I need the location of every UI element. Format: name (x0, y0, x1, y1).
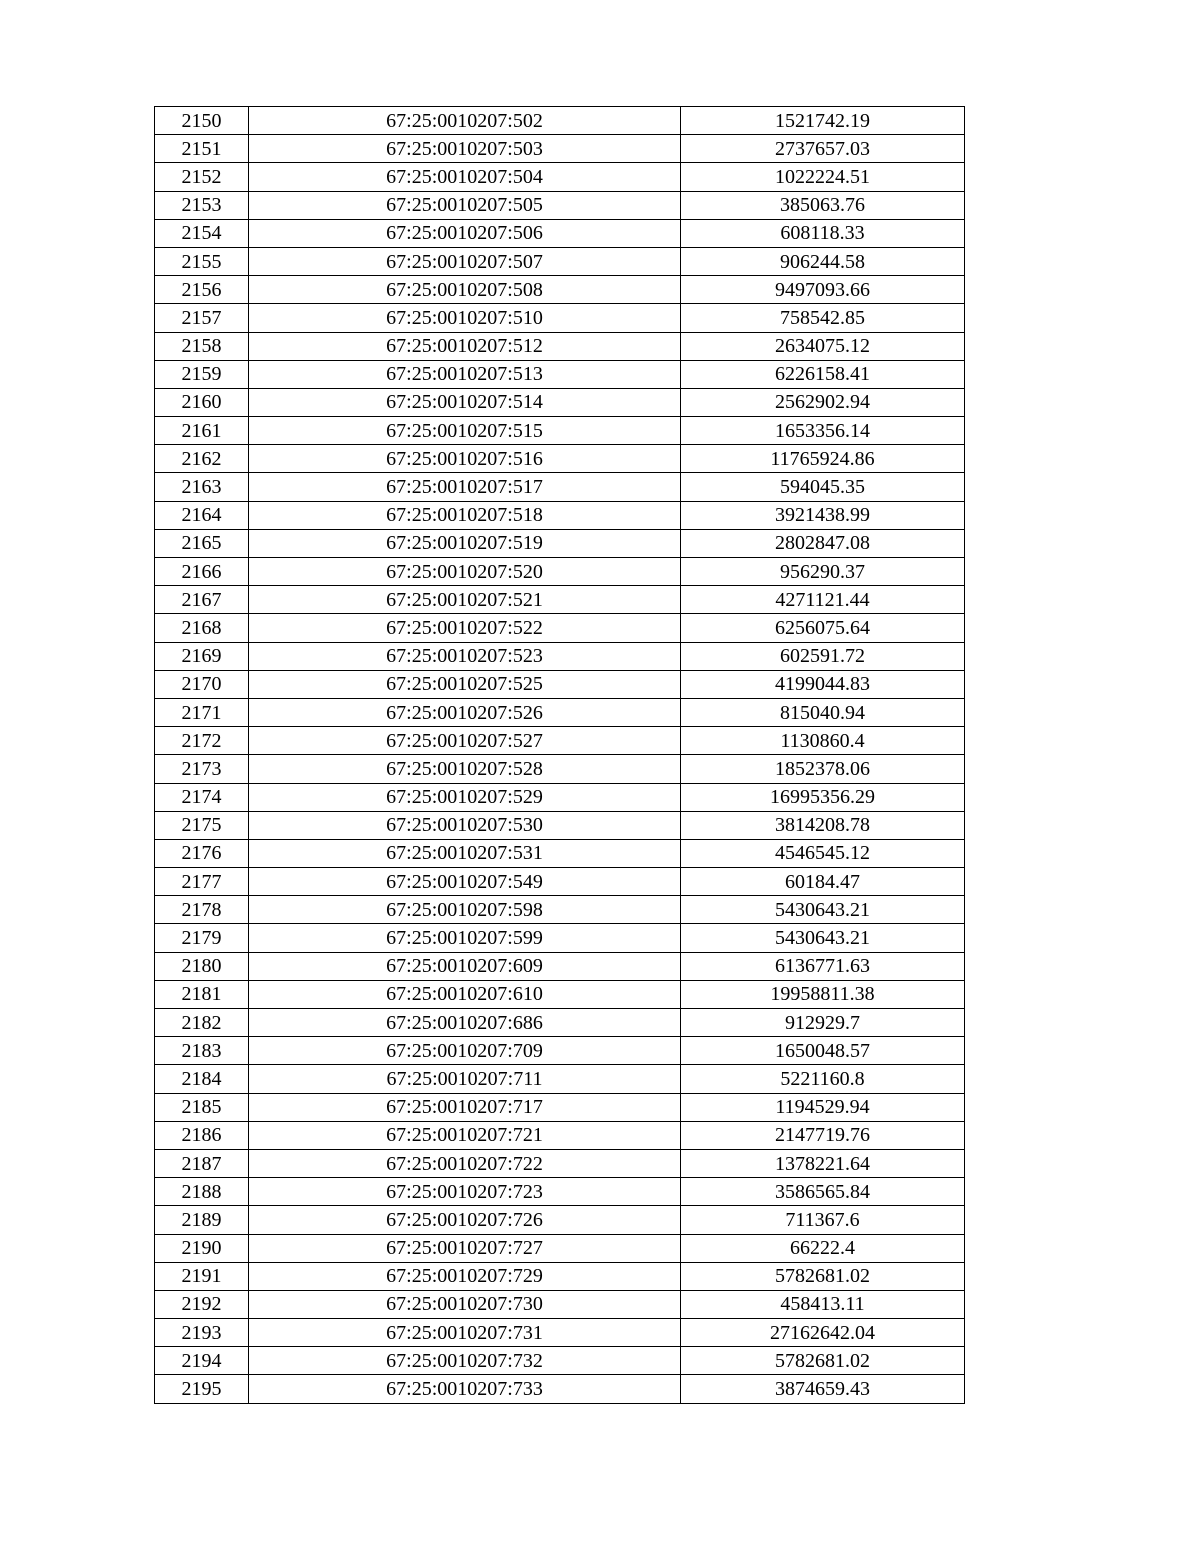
table-row (155, 1375, 965, 1403)
cadastral-number-cell: 67:25:0010207:515 (249, 417, 681, 445)
row-number-cell: 2150 (155, 107, 249, 135)
cadastral-number-cell: 67:25:0010207:530 (249, 811, 681, 839)
table-row (155, 304, 965, 332)
cadastral-value-cell: 1650048.57 (681, 1037, 965, 1065)
table-row (155, 952, 965, 980)
cadastral-number-cell: 67:25:0010207:504 (249, 163, 681, 191)
cadastral-number-cell: 67:25:0010207:599 (249, 924, 681, 952)
cadastral-number-cell: 67:25:0010207:512 (249, 332, 681, 360)
table-row (155, 1290, 965, 1318)
cadastral-value-cell: 3921438.99 (681, 501, 965, 529)
cadastral-value-cell: 5221160.8 (681, 1065, 965, 1093)
cadastral-number-cell: 67:25:0010207:503 (249, 135, 681, 163)
table-row (155, 247, 965, 275)
cadastral-number-cell: 67:25:0010207:528 (249, 755, 681, 783)
table-row (155, 1234, 965, 1262)
row-number-cell: 2162 (155, 445, 249, 473)
row-number-cell: 2172 (155, 727, 249, 755)
row-number-cell: 2180 (155, 952, 249, 980)
table-row (155, 642, 965, 670)
table-row (155, 698, 965, 726)
cadastral-value-cell: 815040.94 (681, 698, 965, 726)
cadastral-value-cell: 1852378.06 (681, 755, 965, 783)
cadastral-number-cell: 67:25:0010207:520 (249, 558, 681, 586)
row-number-cell: 2154 (155, 219, 249, 247)
table-row (155, 1009, 965, 1037)
table-row (155, 163, 965, 191)
cadastral-number-cell: 67:25:0010207:513 (249, 360, 681, 388)
cadastral-value-cell: 11765924.86 (681, 445, 965, 473)
table-row (155, 670, 965, 698)
cadastral-number-cell: 67:25:0010207:525 (249, 670, 681, 698)
row-number-cell: 2195 (155, 1375, 249, 1403)
cadastral-value-cell: 5782681.02 (681, 1262, 965, 1290)
cadastral-value-cell: 9497093.66 (681, 276, 965, 304)
table-row (155, 1319, 965, 1347)
row-number-cell: 2188 (155, 1178, 249, 1206)
cadastral-number-cell: 67:25:0010207:522 (249, 614, 681, 642)
cadastral-value-cell: 16995356.29 (681, 783, 965, 811)
cadastral-value-cell: 956290.37 (681, 558, 965, 586)
row-number-cell: 2163 (155, 473, 249, 501)
row-number-cell: 2189 (155, 1206, 249, 1234)
row-number-cell: 2174 (155, 783, 249, 811)
row-number-cell: 2152 (155, 163, 249, 191)
row-number-cell: 2191 (155, 1262, 249, 1290)
cadastral-number-cell: 67:25:0010207:514 (249, 388, 681, 416)
cadastral-number-cell: 67:25:0010207:723 (249, 1178, 681, 1206)
row-number-cell: 2166 (155, 558, 249, 586)
cadastral-value-cell: 1194529.94 (681, 1093, 965, 1121)
cadastral-value-cell: 6136771.63 (681, 952, 965, 980)
row-number-cell: 2161 (155, 417, 249, 445)
row-number-cell: 2175 (155, 811, 249, 839)
table-row (155, 727, 965, 755)
row-number-cell: 2167 (155, 586, 249, 614)
cadastral-number-cell: 67:25:0010207:722 (249, 1149, 681, 1177)
table-row (155, 839, 965, 867)
table-row (155, 783, 965, 811)
row-number-cell: 2176 (155, 839, 249, 867)
cadastral-value-cell: 594045.35 (681, 473, 965, 501)
cadastral-value-cell: 60184.47 (681, 868, 965, 896)
table-row (155, 473, 965, 501)
row-number-cell: 2156 (155, 276, 249, 304)
table-row (155, 1347, 965, 1375)
cadastral-value-cell: 5782681.02 (681, 1347, 965, 1375)
table-row (155, 1206, 965, 1234)
table-row (155, 135, 965, 163)
cadastral-number-cell: 67:25:0010207:731 (249, 1319, 681, 1347)
row-number-cell: 2192 (155, 1290, 249, 1318)
cadastral-number-cell: 67:25:0010207:686 (249, 1009, 681, 1037)
cadastral-value-cell: 1130860.4 (681, 727, 965, 755)
table-row (155, 586, 965, 614)
cadastral-number-cell: 67:25:0010207:726 (249, 1206, 681, 1234)
cadastral-value-cell: 602591.72 (681, 642, 965, 670)
table-row (155, 1065, 965, 1093)
row-number-cell: 2179 (155, 924, 249, 952)
table-row (155, 529, 965, 557)
row-number-cell: 2168 (155, 614, 249, 642)
row-number-cell: 2190 (155, 1234, 249, 1262)
cadastral-value-cell: 3814208.78 (681, 811, 965, 839)
row-number-cell: 2157 (155, 304, 249, 332)
cadastral-number-cell: 67:25:0010207:609 (249, 952, 681, 980)
row-number-cell: 2155 (155, 247, 249, 275)
row-number-cell: 2169 (155, 642, 249, 670)
cadastral-value-cell: 758542.85 (681, 304, 965, 332)
table-row (155, 1262, 965, 1290)
table-body (155, 107, 965, 1404)
cadastral-value-cell: 912929.7 (681, 1009, 965, 1037)
row-number-cell: 2184 (155, 1065, 249, 1093)
table-row (155, 614, 965, 642)
table-row (155, 501, 965, 529)
cadastral-number-cell: 67:25:0010207:733 (249, 1375, 681, 1403)
cadastral-value-cell: 5430643.21 (681, 896, 965, 924)
cadastral-value-cell: 385063.76 (681, 191, 965, 219)
cadastral-value-cell: 4199044.83 (681, 670, 965, 698)
row-number-cell: 2158 (155, 332, 249, 360)
cadastral-number-cell: 67:25:0010207:521 (249, 586, 681, 614)
table-row (155, 388, 965, 416)
table-row (155, 924, 965, 952)
table-row (155, 896, 965, 924)
cadastral-number-cell: 67:25:0010207:517 (249, 473, 681, 501)
cadastral-number-cell: 67:25:0010207:508 (249, 276, 681, 304)
cadastral-value-cell: 1521742.19 (681, 107, 965, 135)
cadastral-number-cell: 67:25:0010207:717 (249, 1093, 681, 1121)
row-number-cell: 2183 (155, 1037, 249, 1065)
row-number-cell: 2178 (155, 896, 249, 924)
row-number-cell: 2153 (155, 191, 249, 219)
row-number-cell: 2194 (155, 1347, 249, 1375)
cadastral-value-cell: 906244.58 (681, 247, 965, 275)
row-number-cell: 2160 (155, 388, 249, 416)
cadastral-value-cell: 4546545.12 (681, 839, 965, 867)
cadastral-value-cell: 1653356.14 (681, 417, 965, 445)
row-number-cell: 2187 (155, 1149, 249, 1177)
row-number-cell: 2181 (155, 980, 249, 1008)
table-row (155, 1037, 965, 1065)
table-row (155, 360, 965, 388)
table-row (155, 107, 965, 135)
cadastral-number-cell: 67:25:0010207:505 (249, 191, 681, 219)
cadastral-value-cell: 2147719.76 (681, 1121, 965, 1149)
table-row (155, 811, 965, 839)
row-number-cell: 2173 (155, 755, 249, 783)
cadastral-number-cell: 67:25:0010207:529 (249, 783, 681, 811)
table-row (155, 1149, 965, 1177)
cadastral-value-cell: 27162642.04 (681, 1319, 965, 1347)
cadastral-number-cell: 67:25:0010207:526 (249, 698, 681, 726)
cadastral-value-cell: 5430643.21 (681, 924, 965, 952)
table-row (155, 219, 965, 247)
row-number-cell: 2159 (155, 360, 249, 388)
cadastral-value-cell: 2634075.12 (681, 332, 965, 360)
cadastral-number-cell: 67:25:0010207:727 (249, 1234, 681, 1262)
cadastral-number-cell: 67:25:0010207:709 (249, 1037, 681, 1065)
row-number-cell: 2177 (155, 868, 249, 896)
row-number-cell: 2193 (155, 1319, 249, 1347)
cadastral-number-cell: 67:25:0010207:732 (249, 1347, 681, 1375)
cadastral-value-cell: 1022224.51 (681, 163, 965, 191)
table-row (155, 276, 965, 304)
cadastral-number-cell: 67:25:0010207:730 (249, 1290, 681, 1318)
table-row (155, 191, 965, 219)
cadastral-value-cell: 458413.11 (681, 1290, 965, 1318)
table-row (155, 980, 965, 1008)
cadastral-value-cell: 6226158.41 (681, 360, 965, 388)
cadastral-number-cell: 67:25:0010207:729 (249, 1262, 681, 1290)
cadastral-value-cell: 6256075.64 (681, 614, 965, 642)
row-number-cell: 2170 (155, 670, 249, 698)
table-row (155, 868, 965, 896)
table-row (155, 755, 965, 783)
cadastral-number-cell: 67:25:0010207:507 (249, 247, 681, 275)
cadastral-number-cell: 67:25:0010207:721 (249, 1121, 681, 1149)
row-number-cell: 2164 (155, 501, 249, 529)
cadastral-value-table (154, 106, 965, 1404)
cadastral-number-cell: 67:25:0010207:506 (249, 219, 681, 247)
cadastral-number-cell: 67:25:0010207:502 (249, 107, 681, 135)
cadastral-number-cell: 67:25:0010207:549 (249, 868, 681, 896)
row-number-cell: 2185 (155, 1093, 249, 1121)
table-row (155, 1121, 965, 1149)
cadastral-number-cell: 67:25:0010207:516 (249, 445, 681, 473)
cadastral-number-cell: 67:25:0010207:598 (249, 896, 681, 924)
cadastral-value-cell: 3874659.43 (681, 1375, 965, 1403)
cadastral-value-cell: 4271121.44 (681, 586, 965, 614)
cadastral-value-cell: 66222.4 (681, 1234, 965, 1262)
table-row (155, 417, 965, 445)
row-number-cell: 2182 (155, 1009, 249, 1037)
cadastral-value-cell: 608118.33 (681, 219, 965, 247)
cadastral-value-cell: 2562902.94 (681, 388, 965, 416)
cadastral-value-cell: 1378221.64 (681, 1149, 965, 1177)
table-row (155, 445, 965, 473)
row-number-cell: 2151 (155, 135, 249, 163)
row-number-cell: 2165 (155, 529, 249, 557)
cadastral-number-cell: 67:25:0010207:518 (249, 501, 681, 529)
cadastral-number-cell: 67:25:0010207:510 (249, 304, 681, 332)
table-row (155, 1093, 965, 1121)
table-row (155, 558, 965, 586)
cadastral-value-cell: 711367.6 (681, 1206, 965, 1234)
cadastral-value-cell: 19958811.38 (681, 980, 965, 1008)
row-number-cell: 2186 (155, 1121, 249, 1149)
cadastral-value-cell: 2802847.08 (681, 529, 965, 557)
cadastral-number-cell: 67:25:0010207:711 (249, 1065, 681, 1093)
row-number-cell: 2171 (155, 698, 249, 726)
cadastral-value-cell: 3586565.84 (681, 1178, 965, 1206)
table-row (155, 332, 965, 360)
cadastral-number-cell: 67:25:0010207:610 (249, 980, 681, 1008)
cadastral-value-cell: 2737657.03 (681, 135, 965, 163)
cadastral-number-cell: 67:25:0010207:523 (249, 642, 681, 670)
cadastral-number-cell: 67:25:0010207:519 (249, 529, 681, 557)
cadastral-number-cell: 67:25:0010207:531 (249, 839, 681, 867)
table-row (155, 1178, 965, 1206)
cadastral-number-cell: 67:25:0010207:527 (249, 727, 681, 755)
